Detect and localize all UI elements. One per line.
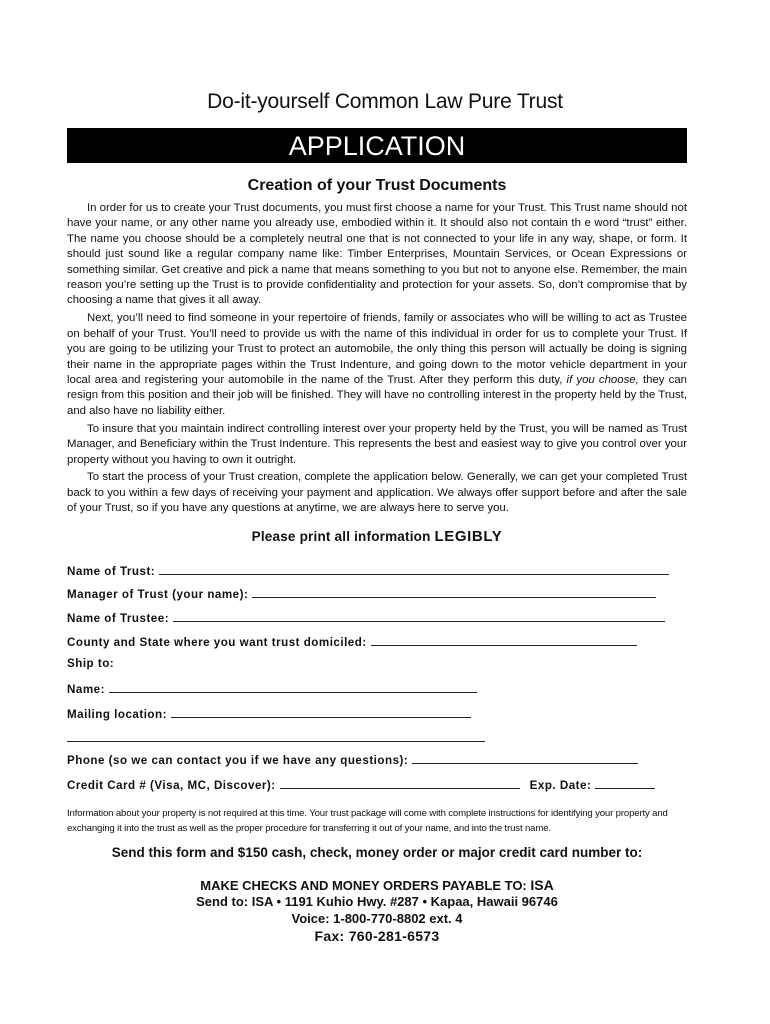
- field-name-of-trust: [67, 563, 669, 578]
- input-mailing-location-line2[interactable]: [67, 741, 485, 742]
- label-name: Name:: [67, 683, 105, 696]
- form-heading-text: Please print all information: [251, 529, 431, 544]
- input-county-state[interactable]: [371, 634, 637, 646]
- input-name[interactable]: [109, 681, 477, 693]
- payable-to-name: ISA: [530, 877, 554, 893]
- label-name-of-trustee: Name of Trustee:: [67, 612, 170, 625]
- label-credit-card: Credit Card # (Visa, MC, Discover):: [67, 779, 276, 792]
- payable-to: [0, 877, 754, 893]
- field-phone: [67, 752, 638, 767]
- label-phone: Phone (so we can contact you if we have any questions):: [67, 754, 409, 767]
- paragraph-trust-name: In order for us to create your Trust documents, you must first choose a name for your Trust. This Trust name should not have your name, or any other name you already use, embodied within it. It should also not contain th e word “trust” either. The name you choose should be a completely neutral one that is not connected to your life in any way, shape, or form. It should just sound like a regular company name like: Timber Enterprises, Mountain Services, or Ocean Expressions or something similar. Get creative and pick a name that means something to you but not to anyone else. Remember, the main reason you’re setting up the Trust is to provide confidentiality and protection for your assets. So, don’t compromise that by choosing a name that gives it all away.: [67, 202, 687, 307]
- paragraph-control: To insure that you maintain indirect controlling interest over your property held by the Trust, you will be named as Trust Manager, and Beneficiary within the Trust Indenture. This represents the best and easiest way to give you control over your property without you having to own it outright.: [67, 422, 687, 466]
- paragraph-trustee-part1: Next, you’ll need to find someone in your repertoire of friends, family or associates who will be willing to act as Trustee on behalf of your Trust. You’ll need to provide us with the name of this individual in order for us to complete your Trust. If you are going to be utilizing your Trust to protect an automobile, the only thing this person will actually be doing is signing their name in the appropriate pages within the Trust Indenture, and going down to the motor vehicle department in your local area and registering your automobile in the name of the Trust. After they perform this duty,: [67, 312, 687, 386]
- input-phone[interactable]: [412, 752, 638, 764]
- field-county-state: [67, 634, 637, 649]
- field-mailing-location: [67, 706, 471, 721]
- form-heading-emphasis: LEGIBLY: [434, 528, 503, 545]
- send-instructions: Send this form and $150 cash, check, money order or major credit card number to:: [111, 845, 643, 860]
- input-name-of-trust[interactable]: [159, 563, 669, 575]
- voice-number: Voice: 1-800-770-8802 ext. 4: [291, 911, 463, 926]
- label-manager-of-trust: Manager of Trust (your name):: [67, 588, 249, 601]
- field-name-of-trustee: [67, 610, 665, 625]
- mailing-address: Send to: ISA • 1191 Kuhio Hwy. #287 • Kapaa, Hawaii 96746: [196, 894, 558, 909]
- field-credit-card: [67, 777, 655, 792]
- paragraph-trustee-part2: they can resign from this position and their job will be finished. They will have no controlling interest in the property held by the Trust, and also have no liability either.: [67, 373, 687, 417]
- property-notice: Information about your property is not required at this time. Your trust package will come with complete instructions for identifying your property and exchanging it into the trust as well as the proper procedure for transferring it out of your name, and into the trust name.: [67, 808, 668, 834]
- field-manager-of-trust: [67, 586, 656, 601]
- application-banner: APPLICATION: [67, 128, 687, 163]
- paragraph-trustee-emphasis: if you choose,: [566, 373, 639, 386]
- section-title: Creation of your Trust Documents: [247, 177, 507, 194]
- paragraph-trustee: [67, 311, 687, 419]
- instructions-body: [67, 201, 687, 519]
- input-exp-date[interactable]: [595, 777, 655, 789]
- input-mailing-location[interactable]: [171, 706, 471, 718]
- label-county-state: County and State where you want trust domiciled:: [67, 636, 367, 649]
- label-exp-date: Exp. Date:: [529, 779, 592, 792]
- paragraph-start: To start the process of your Trust creation, complete the application below. Generally, we can get your completed Trust back to you within a few days of receiving your payment and application. We always offer support before and after the sale of your Trust, so if you have any questions at anytime, we are always here to serve you.: [67, 471, 687, 515]
- label-ship-to: Ship to:: [67, 657, 115, 670]
- label-mailing-location: Mailing location:: [67, 708, 167, 721]
- label-name-of-trust: Name of Trust:: [67, 565, 156, 578]
- payable-to-label: MAKE CHECKS AND MONEY ORDERS PAYABLE TO:: [200, 878, 527, 893]
- field-ship-to: [67, 657, 114, 670]
- field-name: [67, 681, 477, 696]
- document-title: Do-it-yourself Common Law Pure Trust: [207, 90, 563, 113]
- input-credit-card[interactable]: [280, 777, 520, 789]
- input-name-of-trustee[interactable]: [173, 610, 665, 622]
- fax-number: Fax: 760-281-6573: [314, 928, 440, 944]
- form-heading: [0, 528, 754, 545]
- input-manager-of-trust[interactable]: [252, 586, 656, 598]
